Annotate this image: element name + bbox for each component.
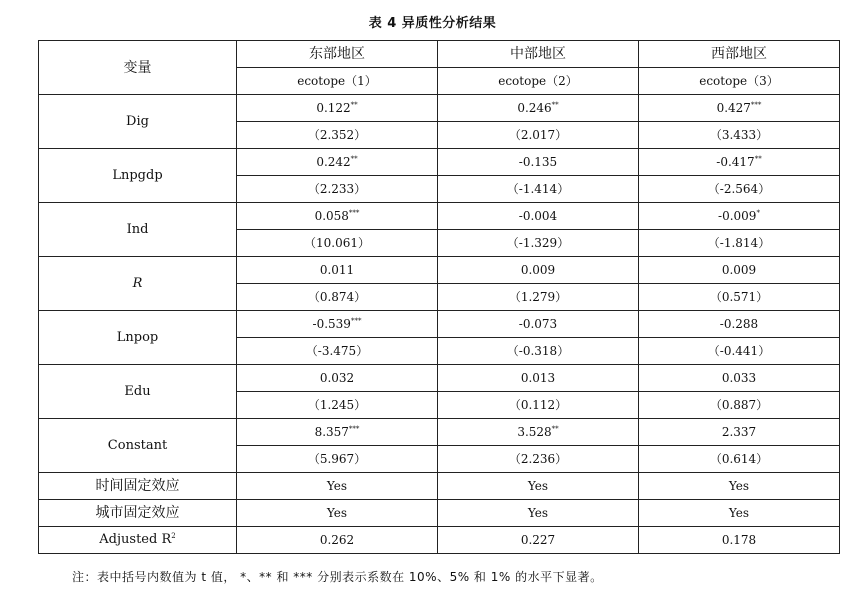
significance-stars: *** [348,425,360,433]
coefficient-value: 0.011 [319,263,355,277]
adjusted-r2-label [39,527,237,554]
table-note: 注：表中括号内数值为 t 值， *、** 和 *** 分别表示系数在 10%、5% 和 1% 的水平下显著。 [72,570,603,584]
region-header-central: 中部地区 [438,41,639,68]
coefficient-cell [438,203,639,230]
t-value-cell: （1.279） [438,284,639,311]
significance-stars: *** [750,101,762,109]
significance-stars: ** [350,155,358,163]
variable-name: Lnpgdp [39,149,237,203]
coefficient-cell [237,149,438,176]
variable-name: Edu [39,365,237,419]
t-value-cell: （5.967） [237,446,438,473]
adjusted-r2-row [39,527,840,554]
coefficient-cell [639,311,840,338]
t-value-cell: （-2.564） [639,176,840,203]
table-row [39,257,840,284]
coefficient-cell [438,419,639,446]
significance-stars: * [756,209,760,217]
fixed-effect-value: Yes [237,500,438,527]
coefficient-value: 8.357 [314,425,349,439]
coefficient-value: -0.073 [518,317,558,331]
significance-stars: ** [754,155,762,163]
significance-stars: *** [350,317,362,325]
adjusted-r2-value: 0.178 [639,527,840,554]
coefficient-cell [438,149,639,176]
table-title: 表 4 异质性分析结果 [368,16,497,31]
t-value-cell: （2.017） [438,122,639,149]
header-row-regions [39,41,840,68]
variable-name: Dig [39,95,237,149]
t-value-cell: （0.887） [639,392,840,419]
coefficient-cell [438,311,639,338]
adjusted-r2-superscript: 2 [171,532,176,540]
fixed-effect-label: 时间固定效应 [39,473,237,500]
coefficient-value: 2.337 [721,425,757,439]
coefficient-cell [237,203,438,230]
significance-stars: *** [348,209,360,217]
coefficient-value: -0.135 [518,155,558,169]
model-header-3: ecotope（3） [639,68,840,95]
coefficient-cell [438,365,639,392]
coefficient-cell [237,311,438,338]
table-row [39,311,840,338]
results-table [38,40,840,554]
coefficient-cell [639,203,840,230]
coefficient-value: -0.288 [719,317,759,331]
model-header-2: ecotope（2） [438,68,639,95]
coefficient-cell [237,365,438,392]
coefficient-cell [237,419,438,446]
variable-name: Lnpop [39,311,237,365]
coefficient-value: 0.009 [721,263,757,277]
coefficient-value: 0.242 [316,155,351,169]
table-row [39,419,840,446]
fixed-effect-value: Yes [237,473,438,500]
coefficient-value: 0.122 [316,101,351,115]
t-value-cell: （-0.318） [438,338,639,365]
coefficient-value: -0.539 [312,317,351,331]
results-table-body [39,41,840,554]
coefficient-cell [639,365,840,392]
coefficient-cell [639,419,840,446]
coefficient-cell [237,95,438,122]
t-value-cell: （-0.441） [639,338,840,365]
fixed-effect-value: Yes [639,473,840,500]
model-header-1: ecotope（1） [237,68,438,95]
t-value-cell: （2.236） [438,446,639,473]
t-value-cell: （1.245） [237,392,438,419]
table-row [39,149,840,176]
t-value-cell: （3.433） [639,122,840,149]
variable-name: R [39,257,237,311]
coefficient-value: 0.246 [517,101,552,115]
fixed-effect-value: Yes [438,500,639,527]
table-row [39,365,840,392]
adjusted-r2-value: 0.227 [438,527,639,554]
fixed-effect-label: 城市固定效应 [39,500,237,527]
t-value-cell: （-1.414） [438,176,639,203]
coefficient-value: 0.009 [520,263,556,277]
variable-name: Ind [39,203,237,257]
t-value-cell: （0.614） [639,446,840,473]
variable-name: Constant [39,419,237,473]
coefficient-cell [639,149,840,176]
coefficient-cell [639,257,840,284]
variable-header: 变量 [39,41,237,95]
coefficient-value: -0.417 [716,155,755,169]
coefficient-value: 0.013 [520,371,556,385]
coefficient-value: -0.009 [718,209,757,223]
coefficient-value: 0.058 [314,209,349,223]
fixed-effect-row [39,500,840,527]
coefficient-value: 0.427 [716,101,751,115]
t-value-cell: （0.571） [639,284,840,311]
coefficient-cell [438,257,639,284]
t-value-cell: （-3.475） [237,338,438,365]
adjusted-r2-text: Adjusted R [99,532,172,547]
significance-stars: ** [350,101,358,109]
coefficient-value: 3.528 [517,425,552,439]
region-header-west: 西部地区 [639,41,840,68]
table-row [39,95,840,122]
fixed-effect-value: Yes [438,473,639,500]
t-value-cell: （-1.814） [639,230,840,257]
coefficient-cell [639,95,840,122]
fixed-effect-value: Yes [639,500,840,527]
significance-stars: ** [551,101,559,109]
table-row [39,203,840,230]
significance-stars: ** [551,425,559,433]
coefficient-cell [237,257,438,284]
adjusted-r2-value: 0.262 [237,527,438,554]
t-value-cell: （2.233） [237,176,438,203]
t-value-cell: （2.352） [237,122,438,149]
t-value-cell: （-1.329） [438,230,639,257]
coefficient-value: 0.033 [721,371,757,385]
t-value-cell: （0.112） [438,392,639,419]
t-value-cell: （10.061） [237,230,438,257]
t-value-cell: （0.874） [237,284,438,311]
region-header-east: 东部地区 [237,41,438,68]
coefficient-value: 0.032 [319,371,355,385]
coefficient-value: -0.004 [518,209,558,223]
coefficient-cell [438,95,639,122]
fixed-effect-row [39,473,840,500]
